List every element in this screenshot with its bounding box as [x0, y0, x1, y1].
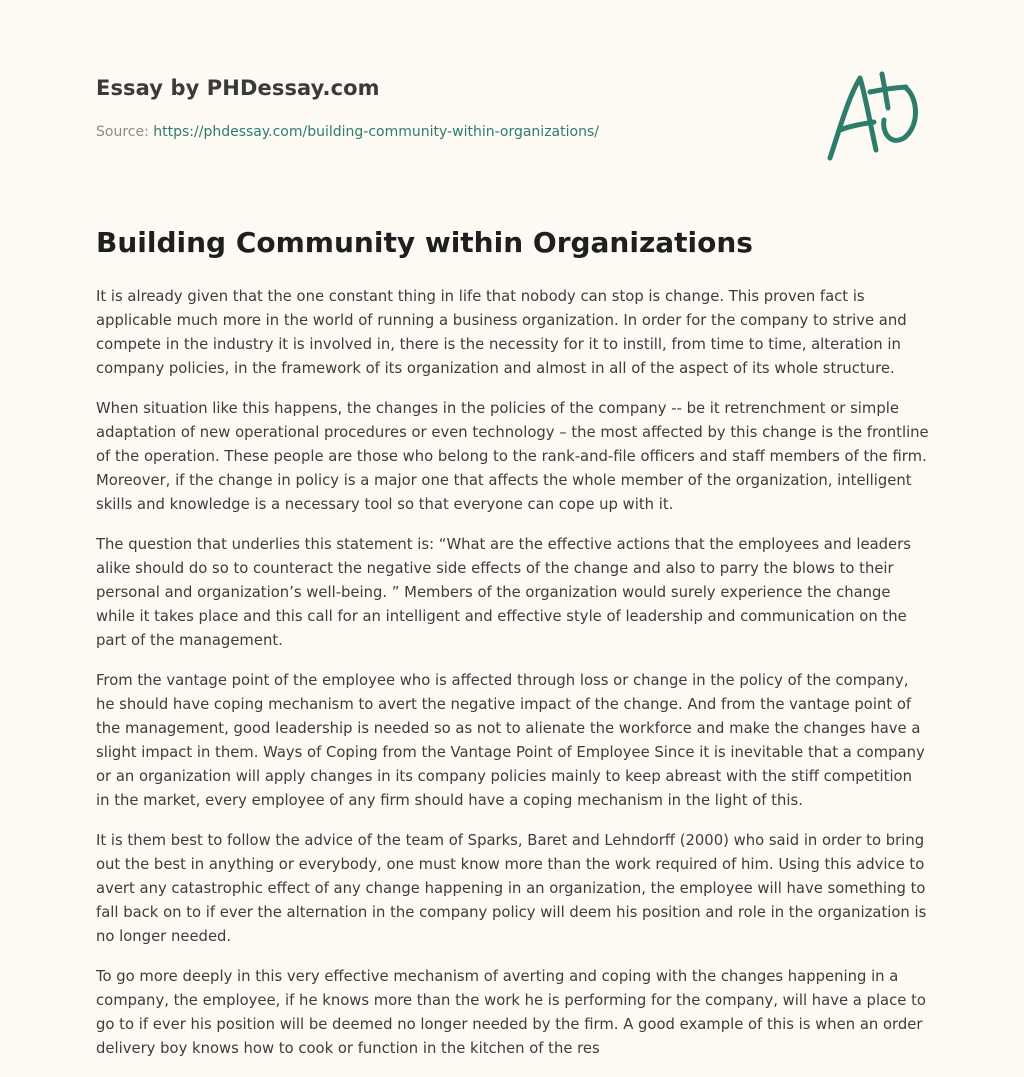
source-label: Source:: [96, 124, 149, 140]
essay-title: Building Community within Organizations: [96, 226, 753, 259]
essay-paragraph: It is already given that the one constant thing in life that nobody can stop is change. This proven fact is applicable much more in the world of running a business organization. In order for the company to strive and compete in the industry it is involved in, there is the necessity for it to instill, from time to time, alteration in company policies, in the framework of its organization and almost in all of the aspect of its whole structure.: [96, 288, 907, 377]
source-line: [96, 124, 599, 140]
source-link[interactable]: https://phdessay.com/building-community-within-organizations/: [153, 124, 599, 140]
essay-paragraph: It is them best to follow the advice of the team of Sparks, Baret and Lehndorff (2000) who said in order to bring out the best in anything or everybody, one must know more than the work required of him. Using this advice to avert any catastrophic effect of any change happening in an organization, the employee will have something to fall back on to if ever the alternation in the company policy will deem his position and role in the organization is no longer needed.: [96, 832, 927, 945]
essay-paragraph: When situation like this happens, the changes in the policies of the company -- be it retrenchment or simple adaptation of new operational procedures or even technology – the most affected by this change is the frontline of the operation. These people are those who belong to the rank-and-file officers and staff members of the firm. Moreover, if the change in policy is a major one that affects the whole member of the organization, intelligent skills and knowledge is a necessary tool so that everyone can cope up with it.: [96, 400, 929, 513]
essay-body: [96, 285, 930, 1077]
site-brand-title: Essay by PHDessay.com: [96, 76, 380, 100]
essay-paragraph: From the vantage point of the employee who is affected through loss or change in the policy of the company, he should have coping mechanism to avert the negative impact of the change. And from the vantage point of the management, good leadership is needed so as not to alienate the workforce and make the changes have a slight impact in them. Ways of Coping from the Vantage Point of Employee Since it is inevitable that a company or an organization will apply changes in its company policies mainly to keep abreast with the stiff competition in the market, every employee of any firm should have a coping mechanism in the light of this.: [96, 672, 925, 809]
essay-paragraph: To go more deeply in this very effective mechanism of averting and coping with the changes happening in a company, the employee, if he knows more than the work he is performing for the company, will have a place to go to if ever his position will be deemed no longer needed by the firm. A good example of this is when an order delivery boy knows how to cook or function in the kitchen of the res: [96, 968, 926, 1057]
essay-paragraph: The question that underlies this statement is: “What are the effective actions that the employees and leaders alike should do so to counteract the negative side effects of the change and also to parry the blows to their personal and organization’s well-being. ” Members of the organization would surely experience the change while it takes place and this call for an intelligent and effective style of leadership and communication on the part of the management.: [96, 536, 911, 649]
a-plus-grade-icon: [826, 68, 926, 164]
